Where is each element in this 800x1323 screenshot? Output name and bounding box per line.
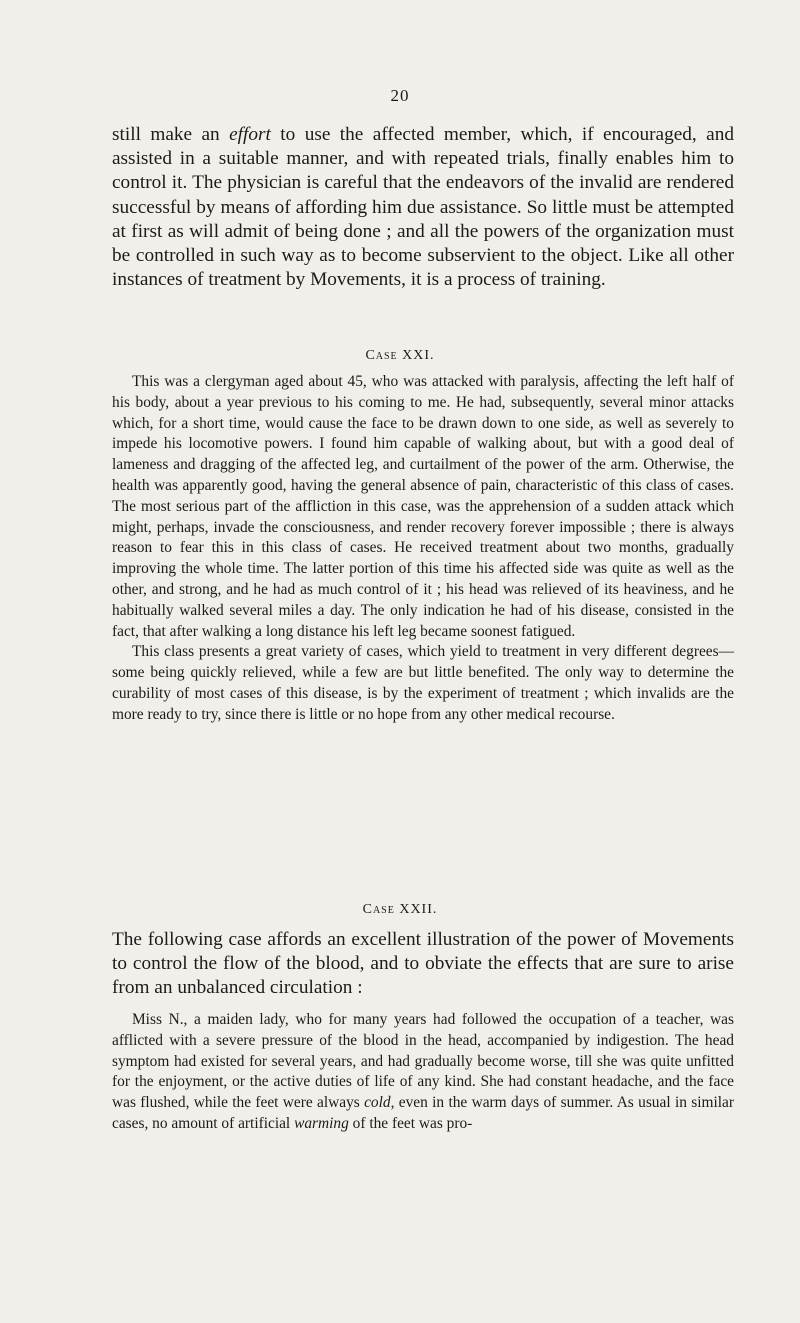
- continuation-paragraph: [112, 123, 734, 292]
- paragraph-text: still make an: [112, 124, 230, 145]
- case-paragraph: This was a clergyman aged about 45, who was attacked with paralysis, affecting the left half of his body, about a year previous to his coming to me. He had, subsequently, several minor attacks which, for a short time, would cause the face to be drawn down to one side, as well as severely to impede his locomotive powers. I found him capable of walking about, but with a good deal of lameness and dragging of the affected leg, and curtailment of the power of the arm. Otherwise, the health was apparently good, having the general absence of pain, characteristic of this class of cases. The most serious part of the affliction in this case, was the apprehension of a sudden attack which might, perhaps, invade the consciousness, and render recovery forever impossible ; there is always reason to fear this in this class of cases. He received treatment about two months, gradually improving the whole time. The latter portion of this time his affected side was quite as well as the other, and strong, and he had as much control of it ; his head was relieved of its heaviness, and he habitually walked several miles a day. The only indication he had of his disease, consisted in the fact, that after walking a long distance his left leg became soonest fatigued.: [112, 373, 734, 640]
- case-paragraph: [112, 1010, 734, 1135]
- paragraph: [112, 123, 734, 292]
- emphasis: warming: [294, 1114, 349, 1132]
- case-22-intro: [112, 928, 734, 1001]
- case-heading: Case XXI.: [365, 348, 435, 363]
- paragraph-text: of the feet was pro-: [348, 1114, 473, 1132]
- paragraph-text: Miss N., a maiden lady, who for many years had followed the occupation of a teacher, was afflicted with a severe pressure of the blood in the head, accompanied by indigestion. The head symptom had existed for several years, and had gradually become worse, till she was quite unfitted for the enjoyment, or the active duties of life of any kind. She had constant headache, and the face was flushed, while the feet were always: [112, 1011, 734, 1112]
- paragraph-text: to use the affected member, which, if encouraged, and assisted in a suitable manner, and with repeated trials, finally enables him to control it. The physician is careful that the endeavors of the invalid are rendered successful by means of affording him due assistance. So little must be attempted at first as will admit of being done ; and all the powers of the organization must be controlled in such way as to become subservient to the object. Like all other instances of treatment by Movements, it is a process of training.: [112, 124, 734, 291]
- emphasis: effort: [229, 124, 271, 145]
- emphasis: cold: [364, 1094, 391, 1112]
- page-number: 20: [390, 86, 410, 105]
- case-heading: Case XXII.: [362, 902, 438, 917]
- intro-paragraph: The following case affords an excellent illustration of the power of Movements to control the flow of the blood, and to obviate the effects that are sure to arise from an unbalanced circulation :: [112, 929, 734, 999]
- paragraph-text: , even in the warm days of summer. As usual in similar cases, no amount of artificial: [112, 1094, 734, 1132]
- case-22-body: [112, 1010, 734, 1135]
- case-21-body: [112, 372, 734, 726]
- case-paragraph: This class presents a great variety of cases, which yield to treatment in very different degrees—some being quickly relieved, while a few are but little benefited. The only way to determine the curability of most cases of this disease, is by the experiment of treatment ; which invalids are the more ready to try, since there is little or no hope from any other medical recourse.: [112, 643, 734, 723]
